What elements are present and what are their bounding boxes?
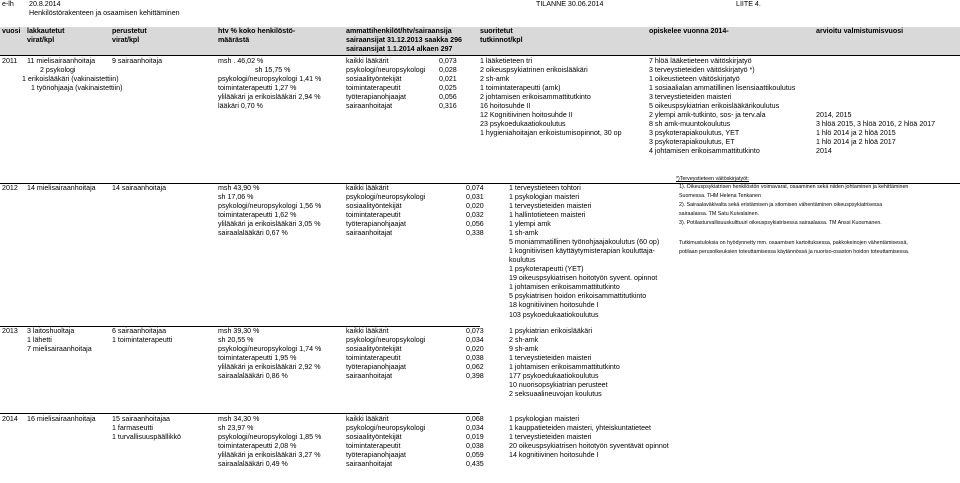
staff-value-2014: 0,059 (466, 451, 484, 459)
htv-2012: msh 43,90 % (218, 184, 260, 192)
htv-2012: sh 17,06 % (218, 193, 254, 201)
abolished-2011: 2 psykologi (40, 66, 76, 74)
staff-value-2012: 0,074 (466, 184, 484, 192)
year-2014: 2014 (2, 415, 18, 423)
studying-2011: 3 terveystieteiden väitöskirjatyö *) (649, 66, 755, 74)
degree-2013: 1 psykiatrian erikoislääkäri (509, 327, 593, 335)
staff-value-2013: 0,034 (466, 336, 484, 344)
htv-2014: msh 34,30 % (218, 415, 260, 423)
degree-2012: 1 psykologian maisteri (509, 193, 580, 201)
htv-2014: sairaalalääkäri 0,49 % (218, 460, 288, 468)
header-htv: htv % koko henkilöstö- (218, 27, 296, 35)
degree-2012: 1 johtamisen erikoisammattitutkinto (509, 283, 620, 291)
htv-2012: psykologi/neuropsykologi 1,56 % (218, 202, 322, 210)
established-2013: 6 sairaanhoitajaa (112, 327, 167, 335)
htv-2014: ylilääkäri ja erikoislääkäri 3,27 % (218, 451, 321, 459)
degree-2012: koulutus (509, 256, 536, 264)
degree-2012: 5 psykiatrisen hoidon erikoisammattitutkinto (509, 292, 647, 300)
staff-value-2011: 0,073 (439, 57, 457, 65)
degree-2011: 16 hoitosuhde II (480, 102, 531, 110)
htv-2011: sh 15,75 % (255, 66, 291, 74)
header-htv-unit: määrästä (218, 36, 250, 44)
graduation-estimate: 1 hlö 2014 ja 2 hlöä 2017 (816, 138, 896, 146)
staff-label-2011: toimintaterapeutit (346, 84, 401, 92)
header-ammattihenkilot: ammattihenkilöt/htv/sairaansija (346, 27, 452, 35)
abolished-2013: 7 mielisairaanhoitaja (27, 345, 92, 353)
top-status-title: TILANNE 30.06.2014 (536, 0, 604, 8)
staff-value-2013: 0,073 (466, 327, 484, 335)
htv-2013: ylilääkäri ja erikoislääkäri 2,92 % (218, 363, 321, 371)
degree-2013: 10 nuorisopsykiatrian perusteet (509, 381, 608, 389)
staff-value-2011: 0,028 (439, 66, 457, 74)
header-arvioitu: arvioitu valmistumisvuosi (816, 27, 904, 35)
staff-label-2014: toimintaterapeutit (346, 442, 401, 450)
staff-value-2013: 0,020 (466, 345, 484, 353)
notes-line: Tutkimustuloksia on hyödynnetty mm. osaamisen kartoituksessa, pakkokeinojen vähentämisessä, (679, 240, 908, 246)
notes-line: 3). Potilasturvallisuuskulttuuri oikeuspsykiatrisessa sairaalassa. TM Anssi Kuosmanen. (679, 220, 882, 226)
abolished-2014: 16 mielisairaanhoitaja (27, 415, 96, 423)
staff-label-2012: sairaanhoitajat (346, 229, 393, 237)
degree-2012: 103 psykoedukaatiokoulutus (509, 311, 599, 319)
degree-2012: 1 ylempi amk (509, 220, 551, 228)
graduation-estimate: 1 hlö 2014 ja 2 hlöä 2015 (816, 129, 896, 137)
degree-2013: 2 sh-amk (509, 336, 539, 344)
staff-label-2011: työterapianohjaajat (346, 93, 406, 101)
degree-2013: 2 seksuaalineuvojan koulutus (509, 390, 602, 398)
staff-value-2011: 0,021 (439, 75, 457, 83)
header-perustetut-unit: virat/kpl (112, 36, 140, 44)
row-divider (0, 55, 960, 56)
htv-2013: psykologi/neuropsykologi 1,74 % (218, 345, 322, 353)
header-suoritetut: suoritetut (480, 27, 513, 35)
staff-value-2012: 0,032 (466, 211, 484, 219)
staff-value-2012: 0,056 (466, 220, 484, 228)
studying-2011: 1 sosiaalialan ammatillinen lisensiaattikoulutus (649, 84, 796, 92)
htv-2011: ylilääkäri ja erikoislääkäri 2,94 % (218, 93, 321, 101)
graduation-estimate: 3 hlöä 2015, 3 hlöä 2016, 2 hlöä 2017 (816, 120, 936, 128)
degree-2013: 1 terveystieteiden maisteri (509, 354, 592, 362)
htv-2014: psykologi/neuropsykologi 1,85 % (218, 433, 322, 441)
htv-2011: psykologi/neuropsykologi 1,41 % (218, 75, 322, 83)
header-sairaansijat-2013: sairaansijat 31.12.2013 saakka 296 (346, 36, 462, 44)
abolished-2013: 1 lähetti (27, 336, 52, 344)
htv-2012: toimintaterapeutti 1,62 % (218, 211, 297, 219)
staff-label-2014: sosiaalityöntekijät (346, 433, 402, 441)
studying-2011: 8 sh amk-muuntokoulutus (649, 120, 731, 128)
staff-value-2011: 0,316 (439, 102, 457, 110)
staff-value-2014: 0,038 (466, 442, 484, 450)
abolished-2011: 1 erikoislääkäri (vakinaistettiin) (22, 75, 119, 83)
degree-2011: 1 toimintaterapeutti (amk) (480, 84, 561, 92)
abolished-2013: 3 laitoshuoltaja (27, 327, 75, 335)
staff-value-2011: 0,056 (439, 93, 457, 101)
htv-2013: toimintaterapeutti 1,95 % (218, 354, 297, 362)
notes-line: potilaan perusolkeuksien toteuttamisessa käytännössä ja nuoriso-osaston hoidon toteuttamisessa. (679, 249, 910, 255)
degree-2012: 1 terveystieteiden maisteri (509, 202, 592, 210)
staff-label-2014: työterapianohjaajat (346, 451, 406, 459)
notes-line: Suomessa. THM Helena Tenkanen (679, 193, 761, 199)
top-date: 20.8.2014 (29, 0, 61, 8)
degree-2014: 1 psykologian maisteri (509, 415, 580, 423)
staff-value-2012: 0,338 (466, 229, 484, 237)
staff-value-2014: 0,068 (466, 415, 484, 423)
staff-label-2012: kaikki lääkärit (346, 184, 389, 192)
top-left-code: e-lh (2, 0, 14, 8)
established-2014: 15 sairaanhoitajaa (112, 415, 170, 423)
degree-2011: 2 oikeuspsykiatrinen erikoislääkäri (480, 66, 588, 74)
staff-label-2013: sairaanhoitajat (346, 372, 393, 380)
staff-label-2011: sosiaalityöntekijät (346, 75, 402, 83)
degree-2011: 2 johtamisen erikoisammattitutkinto (480, 93, 591, 101)
studying-2011: 7 hlöä lääketieteen väitöskirjatyö (649, 57, 752, 65)
staff-value-2012: 0,020 (466, 202, 484, 210)
degree-2012: 19 oikeuspsykiatrisen hoitotyön syvent. opinnot (509, 274, 658, 282)
staff-value-2011: 0,025 (439, 84, 457, 92)
page-subtitle: Henkilöstörakenteen ja osaamisen kehittäminen (29, 9, 180, 17)
degree-2012: 1 sh-amk (509, 229, 539, 237)
staff-label-2014: kaikki lääkärit (346, 415, 389, 423)
abolished-2011: 1 työnohjaaja (vakinaistettiin) (31, 84, 123, 92)
degree-2014: 1 kauppatieteiden maisteri, yhteiskuntatieteet (509, 424, 651, 432)
staff-label-2012: toimintaterapeutit (346, 211, 401, 219)
htv-2013: msh 39,30 % (218, 327, 260, 335)
staff-value-2013: 0,398 (466, 372, 484, 380)
row-divider (0, 413, 480, 414)
staff-label-2013: toimintaterapeutit (346, 354, 401, 362)
studying-2011: 3 terveystieteiden maisteri (649, 93, 732, 101)
staff-label-2012: työterapianohjaajat (346, 220, 406, 228)
htv-2014: sh 23,97 % (218, 424, 254, 432)
degree-2014: 14 kognitiivinen hoitosuhde I (509, 451, 599, 459)
staff-label-2013: työterapianohjaajat (346, 363, 406, 371)
established-2011: 9 sairaanhoitaja (112, 57, 163, 65)
graduation-estimate: 2014 (816, 147, 832, 155)
header-sairaansijat-2014: sairaansijat 1.1.2014 alkaen 297 (346, 45, 453, 53)
studying-2011: 5 oikeuspsykiatrian erikoislääkärikoulutus (649, 102, 780, 110)
degree-2014: 1 terveystieteiden maisteri (509, 433, 592, 441)
header-lakkautetut: lakkautetut (27, 27, 65, 35)
degree-2012: 1 hallintotieteen maisteri (509, 211, 586, 219)
staff-label-2012: psykologi/neuropsykologi (346, 193, 426, 201)
degree-2011: 12 Kognitiivinen hoitosuhde II (480, 111, 573, 119)
degree-2011: 2 sh-amk (480, 75, 510, 83)
established-2014: 1 farmaseutti (112, 424, 154, 432)
year-2012: 2012 (2, 184, 18, 192)
notes-line: sairaalassa. TM Satu Kuivalainen. (679, 211, 759, 217)
studying-2011: 3 psykoterapiakoulutus, YET (649, 129, 740, 137)
staff-label-2011: sairaanhoitajat (346, 102, 393, 110)
staff-label-2014: psykologi/neuropsykologi (346, 424, 426, 432)
studying-2011: 1 oikeustieteen väitöskirjatyö (649, 75, 740, 83)
htv-2011: toimintaterapeutti 1,27 % (218, 84, 297, 92)
notes-line: 1). Oikeuspsykiatrisen henkilöstön voimavarat, osaaminen sekä niiden johtaminen ja kehittäminen (679, 184, 909, 190)
header-suoritetut-unit: tutkinnot/kpl (480, 36, 523, 44)
degree-2011: 1 hygieniahoitajan erikoistumisopinnot, 30 op (480, 129, 622, 137)
studying-2011: 3 psykoterapiakoulutus, ET (649, 138, 735, 146)
year-2013: 2013 (2, 327, 18, 335)
staff-value-2013: 0,038 (466, 354, 484, 362)
htv-2011: lääkäri 0,70 % (218, 102, 263, 110)
notes-title: *)Terveystieteen väitöskirjatyöt: (676, 176, 750, 182)
staff-value-2014: 0,034 (466, 424, 484, 432)
degree-2013: 9 sh-amk (509, 345, 539, 353)
staff-label-2014: sairaanhoitajat (346, 460, 393, 468)
established-2012: 14 sairaanhoitaja (112, 184, 167, 192)
abolished-2011: 11 mielisairaanhoitaja (27, 57, 96, 65)
degree-2011: 23 psykoedukaatiokoulutus (480, 120, 566, 128)
staff-value-2013: 0,062 (466, 363, 484, 371)
staff-label-2013: kaikki lääkärit (346, 327, 389, 335)
notes-line: 2). Sairaalaväkivalta sekä eristämisen ja sitomisen vähentäminen oikeuspsykiatrisessa (679, 202, 883, 208)
staff-label-2011: kaikki lääkärit (346, 57, 389, 65)
studying-2011: 4 johtamisen erikoisammattitutkinto (649, 147, 760, 155)
header-vuosi: vuosi (2, 27, 21, 35)
abolished-2012: 14 mielisairaanhoitaja (27, 184, 96, 192)
year-2011: 2011 (2, 57, 18, 65)
degree-2012: 1 psykoterapeutti (YET) (509, 265, 584, 273)
htv-2013: sh 20,55 % (218, 336, 254, 344)
staff-label-2012: sosiaalityöntekijät (346, 202, 402, 210)
htv-2014: toimintaterapeutti 2,08 % (218, 442, 297, 450)
degree-2013: 1 johtamisen erikoisammattitutkinto (509, 363, 620, 371)
staff-value-2014: 0,435 (466, 460, 484, 468)
header-perustetut: perustetut (112, 27, 147, 35)
degree-2012: 5 moniammatillinen työnohjaajakoulutus (60 op) (509, 238, 660, 246)
degree-2012: 1 kognitiivisen käyttäytymisterapian kouluttaja- (509, 247, 655, 255)
degree-2011: 1 lääketieteen tri (480, 57, 533, 65)
htv-2012: sairaalalääkäri 0,67 % (218, 229, 288, 237)
staff-label-2013: sosiaalityöntekijät (346, 345, 402, 353)
studying-2011: 2 ylempi amk-tutkinto, sos- ja terv.ala (649, 111, 766, 119)
degree-2012: 1 terveystieteen tohtori (509, 184, 581, 192)
degree-2012: 18 kognitiivinen hoitosuhde I (509, 301, 599, 309)
staff-value-2012: 0,031 (466, 193, 484, 201)
htv-2011: msh . 46,02 % (218, 57, 264, 65)
degree-2013: 177 psykoedukaatiokoulutus (509, 372, 599, 380)
htv-2013: sairaalalääkäri 0,86 % (218, 372, 288, 380)
header-opiskelee: opiskelee vuonna 2014- (649, 27, 729, 35)
staff-value-2014: 0,019 (466, 433, 484, 441)
htv-2012: ylilääkäri ja erikoislääkäri 3,05 % (218, 220, 321, 228)
staff-label-2013: psykologi/neuropsykologi (346, 336, 426, 344)
header-lakkautetut-unit: virat/kpl (27, 36, 55, 44)
established-2013: 1 toimintaterapeutti (112, 336, 173, 344)
graduation-estimate: 2014, 2015 (816, 111, 852, 119)
top-attachment-label: LIITE 4. (736, 0, 761, 8)
degree-2014: 20 oikeuspsykiatrisen hoitotyön syventävät opinnot (509, 442, 669, 450)
established-2014: 1 turvallisuuspäällikkö (112, 433, 182, 441)
staff-label-2011: psykologi/neuropsykologi (346, 66, 426, 74)
